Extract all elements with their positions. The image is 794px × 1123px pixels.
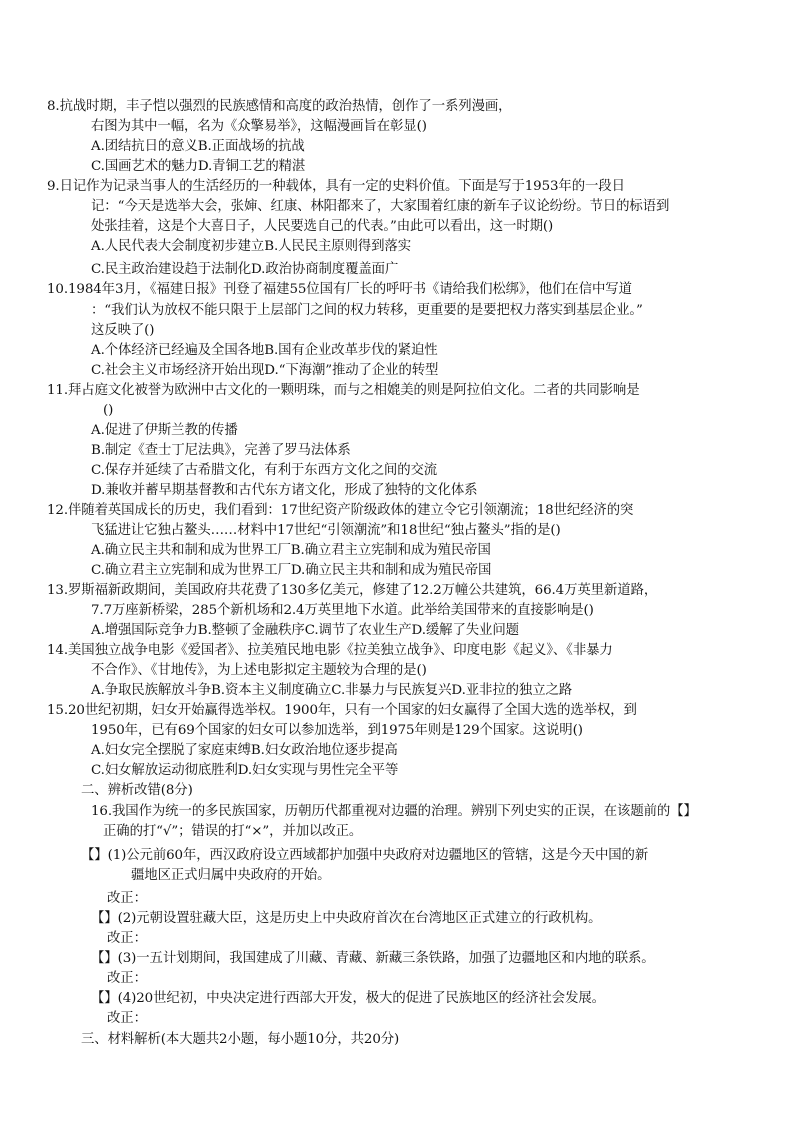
question-11-option-a: A.促进了伊斯兰教的传播	[91, 423, 238, 438]
question-14-options: A.争取民族解放斗争B.资本主义制度确立C.非暴力与民族复兴D.亚非拉的独立之路	[91, 683, 573, 698]
section-3-heading: 三、材料解析(本大题共2小题，每小题10分，共20分)	[81, 1032, 400, 1047]
question-16-item-4: 【】(4)20世纪初，中央决定进行西部大开发，极大的促进了民族地区的经济社会发展。	[91, 991, 605, 1006]
question-11-option-c: C.保存并延续了古希腊文化，有利于东西方文化之间的交流	[91, 463, 438, 478]
question-12-options-cd: C.确立君主立宪制和成为世界工厂D.确立民主共和制和成为殖民帝国	[91, 563, 492, 578]
question-9-options-ab: A.人民代表大会制度初步建立B.人民民主原则得到落实	[91, 239, 412, 254]
question-10-options-cd: C.社会主义市场经济开始出现D.“下海潮”推动了企业的转型	[91, 363, 439, 378]
question-12-stem: 12.伴随着英国成长的历史，我们看到：17世纪资产阶级政体的建立令它引领潮流；18世纪经济的突	[47, 503, 634, 518]
question-10-stem: 10.1984年3月，《福建日报》刊登了福建55位国有厂长的呼吁书《请给我们松绑》，他们在信中写道	[47, 282, 632, 297]
question-12-stem-cont: 飞猛进让它独占鳌头……材料中17世纪“引领潮流”和18世纪“独占鳌头”指的是()	[91, 523, 561, 538]
question-16-item-3: 【】(3)一五计划期间，我国建成了川藏、青藏、新藏三条铁路，加强了边疆地区和内地的联系。	[91, 951, 655, 966]
question-9-options-cd: C.民主政治建设趋于法制化D.政治协商制度覆盖面广	[91, 262, 399, 277]
question-13-stem-cont: 7.7万座新桥梁，285个新机场和2.4万英里地下水道。此举给美国带来的直接影响是()	[91, 603, 594, 618]
question-9-stem-cont: 处张挂着，这是个大喜日子，人民要选自己的代表。”由此可以看出，这一时期()	[91, 219, 554, 234]
question-15-options-cd: C.妇女解放运动彻底胜利D.妇女实现与男性完全平等	[91, 763, 399, 778]
question-16-item-1-correction: 改正：	[107, 891, 147, 906]
question-8-stem-cont: 右图为其中一幅，名为《众擎易举》，这幅漫画旨在彰显()	[91, 119, 427, 134]
question-11-option-b: B.制定《查士丁尼法典》，完善了罗马法体系	[91, 443, 351, 458]
question-15-options-ab: A.妇女完全摆脱了家庭束缚B.妇女政治地位逐步提高	[91, 743, 398, 758]
question-10-stem-cont: 这反映了()	[91, 323, 155, 338]
question-10-stem-cont: ：“我们认为放权不能只限于上层部门之间的权力转移，更重要的是要把权力落实到基层企业。”	[91, 303, 643, 318]
question-15-stem-cont: 1950年，已有69个国家的妇女可以参加选举，到1975年则是129个国家。这说明()	[91, 723, 583, 738]
question-16-item-3-correction: 改正：	[107, 971, 147, 986]
question-10-options-ab: A.个体经济已经遍及全国各地B.国有企业改革步伐的紧迫性	[91, 343, 438, 358]
question-16-item-2: 【】(2)元朝设置驻藏大臣，这是历史上中央政府首次在台湾地区正式建立的行政机构。	[91, 911, 602, 926]
question-14-stem: 14.美国独立战争电影《爱国者》、拉美殖民地电影《拉美独立战争》、印度电影《起义》、《非暴力	[47, 643, 613, 658]
question-16-item-1-cont: 疆地区正式归属中央政府的开始。	[131, 868, 331, 883]
question-16-item-2-correction: 改正：	[107, 931, 147, 946]
question-16-instructions: 正确的打“√”；错误的打“×”，并加以改正。	[103, 824, 363, 839]
section-2-heading: 二、辨析改错(8分)	[81, 783, 193, 798]
question-16-item-4-correction: 改正：	[107, 1011, 147, 1026]
question-13-options: A.增强国际竞争力B.整顿了金融秩序C.调节了农业生产D.缓解了失业问题	[91, 623, 519, 638]
question-11-stem-cont: ()	[103, 403, 114, 418]
question-15-stem: 15.20世纪初期，妇女开始赢得选举权。1900年，只有一个国家的妇女赢得了全国大选的选举权，到	[47, 703, 637, 718]
question-8-options-cd: C.国画艺术的魅力D.青铜工艺的精湛	[91, 159, 306, 174]
question-11-option-d: D.兼收并蓄早期基督教和古代东方诸文化，形成了独特的文化体系	[91, 483, 478, 498]
question-16-stem: 16.我国作为统一的多民族国家，历朝历代都重视对边疆的治理。辨别下列史实的正误，在该题前的【】	[91, 804, 697, 819]
question-16-item-1: 【】(1)公元前60年，西汉政府设立西域都护加强中央政府对边疆地区的管辖，这是今天中国的新	[81, 848, 649, 863]
question-11-stem: 11.拜占庭文化被誉为欧洲中古文化的一颗明珠，而与之相媲美的则是阿拉伯文化。二者的共同影响是	[47, 383, 640, 398]
question-9-stem-cont: 记：“今天是选举大会，张婶、红康、林阳都来了，大家围着红康的新车子议论纷纷。节日的标语到	[91, 199, 670, 214]
question-12-options-ab: A.确立民主共和制和成为世界工厂B.确立君主立宪制和成为殖民帝国	[91, 543, 491, 558]
question-13-stem: 13.罗斯福新政期间，美国政府共花费了130多亿美元，修建了12.2万幢公共建筑，66.4万英里新道路，	[47, 583, 658, 598]
question-8-options-ab: A.团结抗日的意义B.正面战场的抗战	[91, 139, 305, 154]
question-8-stem: 8.抗战时期，丰子恺以强烈的民族感情和高度的政治热情，创作了一系列漫画，	[47, 99, 512, 114]
question-14-stem-cont: 不合作》、《甘地传》，为上述电影拟定主题较为合理的是()	[91, 663, 427, 678]
question-9-stem: 9.日记作为记录当事人的生活经历的一种载体，具有一定的史料价值。下面是写于1953年的一段日	[47, 179, 625, 194]
